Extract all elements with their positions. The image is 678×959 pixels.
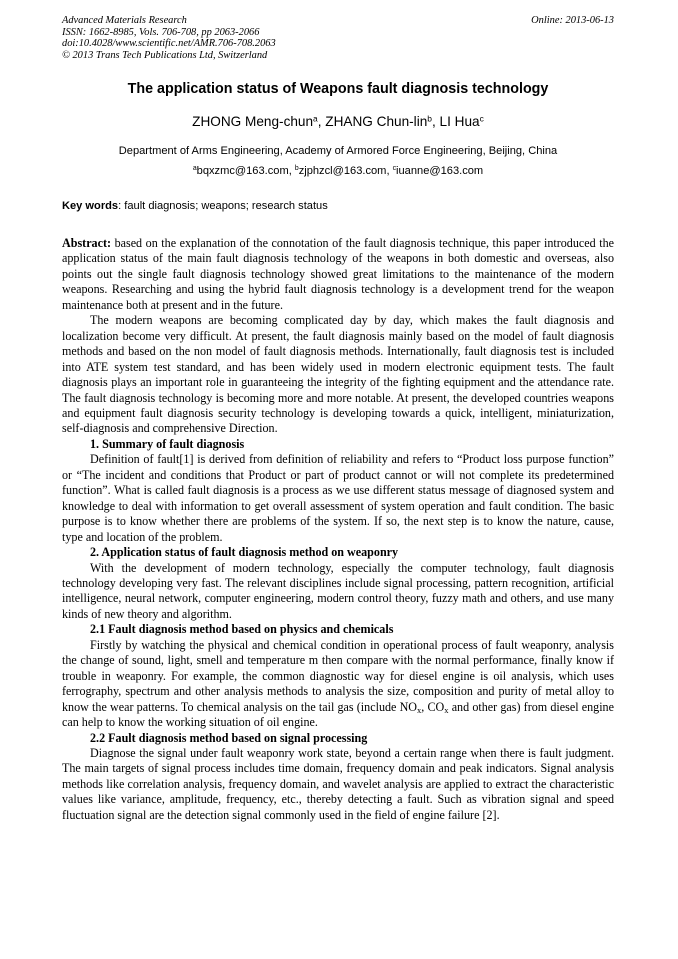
section-paragraph: Diagnose the signal under fault weaponry work state, beyond a certain range when there is fault judgment. The main targets of signal process includes time domain, frequency domain and peak indicators. Signal analysis methods like correlation analysis, frequency domain, and wavelet analysis are applied to extract the characteristic values like variance, amplitude, frequency, etc., thereby detecting a fault. Such as vibration signal and speed fluctuation signal are the detection signal commonly used in the field of engine failure [2].	[62, 745, 614, 822]
author-affil-mark: b	[427, 113, 432, 124]
subsection-heading: 2.2 Fault diagnosis method based on signal processing	[90, 730, 368, 745]
author-affil-mark: c	[479, 113, 484, 124]
section-paragraph: Definition of fault[1] is derived from definition of reliability and refers to “Product loss purpose function” or “The incident and conditions that Product or part of product cannot or will not complete its predetermined function”. What is called fault diagnosis is a process as we use different status message of diagnosed system and knowledge to deal with information to get overall assessment of system operation and fault condition. The basic purpose is to know whether there are problems of the system. If so, the next step is to know the nature, cause, type and location of the problem.	[62, 452, 614, 544]
paper-body	[62, 236, 614, 823]
subsection-heading: 2.1 Fault diagnosis method based on physics and chemicals	[90, 622, 394, 637]
keywords-text: : fault diagnosis; weapons; research status	[118, 200, 328, 212]
author-name: ZHONG Meng-chun	[192, 114, 314, 129]
journal-name: Advanced Materials Research	[62, 15, 187, 26]
keywords-label: Key words	[62, 200, 119, 212]
email-address: iuanne@163.com	[396, 165, 484, 177]
author-list: ZHONG Meng-chun$^a$, ZHANG Chun-lin$^b$, LI Hua$^c$	[192, 113, 484, 129]
abstract-paragraph: Abstract: based on the explanation of the connotation of the fault diagnosis technique, this paper introduced the application status of the main fault diagnosis technology of the weapons in both domestic and overseas, also points out the single fault diagnosis technology showed great limitations to the maintenance of the modern weapons. Researching and using the hybrid fault diagnosis technology is a development trend for the weapon maintenance both at present and in the future.	[62, 236, 614, 312]
email-address: bqxzmc@163.com	[196, 165, 289, 177]
issn-line: ISSN: 1662-8985, Vols. 706-708, pp 2063-2066	[62, 26, 260, 38]
doi-line: doi:10.4028/www.scientific.net/AMR.706-708.2063	[62, 38, 276, 50]
journal-header	[62, 15, 614, 61]
author-affil-mark: a	[313, 113, 318, 124]
online-date: Online: 2013-06-13	[531, 15, 614, 26]
section-heading: 2. Application status of fault diagnosis method on weaponry	[90, 545, 399, 560]
email-list: $^a$bqxzmc@163.com, $^b$zjphzcl@163.com, $^c$iuanne@163.com	[192, 165, 484, 177]
copyright-line: © 2013 Trans Tech Publications Ltd, Switzerland	[62, 49, 268, 61]
affiliation: Department of Arms Engineering, Academy of Armored Force Engineering, Beijing, China	[118, 145, 558, 157]
author-name: ZHANG Chun-lin	[325, 114, 428, 129]
author-name: LI Hua	[439, 114, 480, 129]
section-paragraph: Firstly by watching the physical and chemical condition in operational process of fault weaponry, analysis the change of sound, light, smell and temperature m then compare with the normal performance, finally know if trouble in weaponry. For example, the common diagnostic way for diesel engine is oil analysis, which uses ferrography, spectrum and other analysis methods to analysis the size, composition and purity of metal alloy to know the wear patterns. To chemical analysis on the tail gas (include $NO_x$, $CO_x$ and other gas) from diesel engine can help to know the working situation of oil engine.	[62, 637, 614, 730]
paper-title: The application status of Weapons fault diagnosis technology	[127, 81, 549, 97]
abstract-label: Abstract:	[62, 236, 112, 250]
keywords	[62, 200, 614, 212]
email-address: zjphzcl@163.com	[298, 165, 387, 177]
section-heading: 1. Summary of fault diagnosis	[90, 436, 245, 451]
section-paragraph: With the development of modern technology, especially the computer technology, fault diagnosis technology developing very fast. The relevant disciplines include signal processing, pattern recognition, artificial intelligence, neural network, computer engineering, modern control theory, fuzzy math and others, and use many kinds of new theory and algorithm.	[62, 560, 614, 621]
intro-paragraph: The modern weapons are becoming complicated day by day, which makes the fault diagnosis and localization become very difficult. At present, the fault diagnosis mainly based on the model of fault diagnosis methods and based on the non model of fault diagnosis methods. Internationally, fault diagnosis test is included into ATE system test standard, and has been widely used in modern electronic equipment tests. The fault diagnosis plays an important role in guaranteeing the integrity of the fighting equipment and the attendance rate. The fault diagnosis technology is becoming more and more notable. At present, the developed countries weapons and equipment fault diagnosis security technology is developing towards a quick, intelligent, miniaturization, self-diagnosis and comprehensive Direction.	[62, 313, 614, 436]
